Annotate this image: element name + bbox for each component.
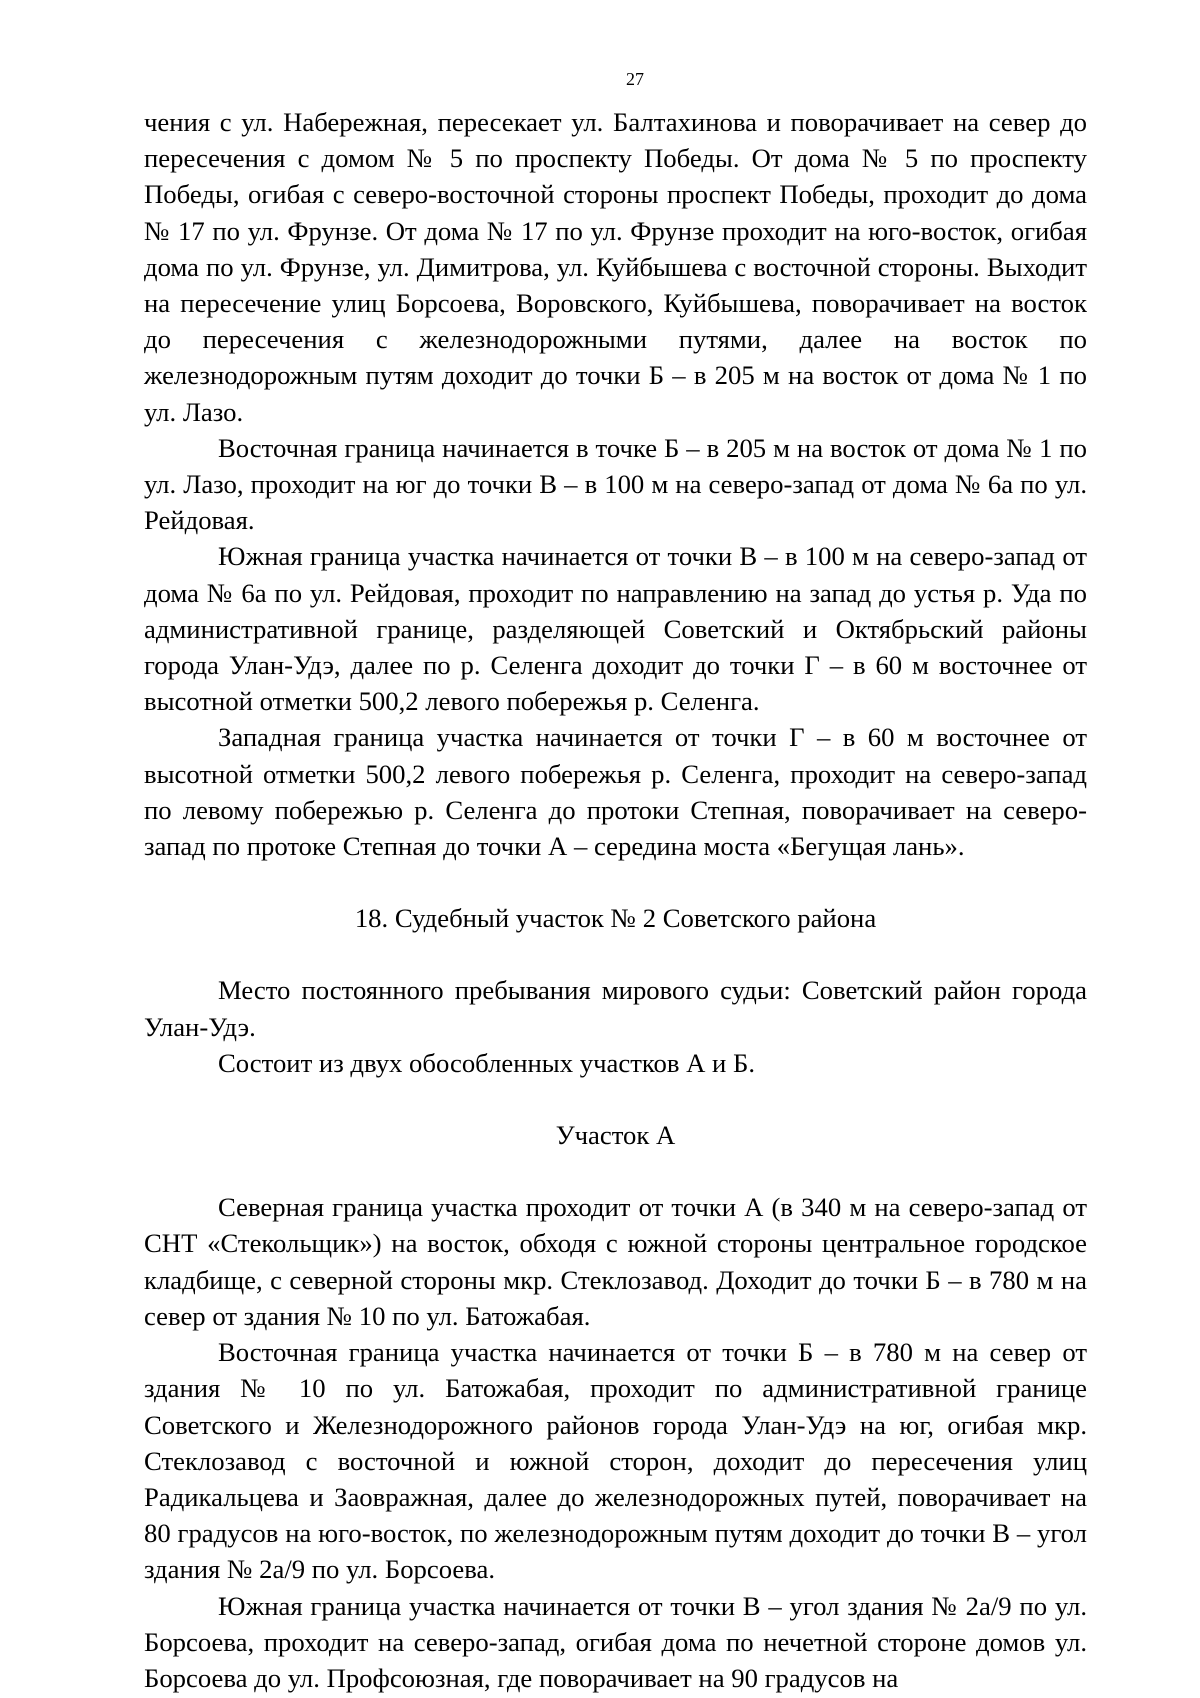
page-number: 27 <box>626 69 644 89</box>
paragraph-southern-boundary: Южная граница участка начинается от точки В – в 100 м на северо-запад от дома № 6а по ул. Рейдовая, проходит по направлению на запад до устья р. Уда по административной границе, разделяющей Советский и Октябрьский районы города Улан-Удэ, далее по р. Селенга доходит до точки Г – в 60 м восточнее от высотной отметки 500,2 левого побережья р. Селенга. <box>144 541 1087 717</box>
paragraph-composition: Состоит из двух обособленных участков А и Б. <box>218 1047 755 1078</box>
subsection-heading: Участок А <box>555 1120 676 1151</box>
paragraph-a-northern-boundary: Северная граница участка проходит от точки А (в 340 м на северо-запад от СНТ «Стекольщик») на восток, обходя с южной стороны центральное городское кладбище, с северной стороны мкр. Стеклозавод. Доходит до точки Б – в 780 м на север от здания № 10 по ул. Батожабая. <box>144 1192 1087 1331</box>
paragraph-judge-location: Место постоянного пребывания мирового судьи: Советский район города Улан-Удэ. <box>144 975 1087 1042</box>
paragraph-a-southern-boundary: Южная граница участка начинается от точки В – угол здания № 2а/9 по ул. Борсоева, проходит на северо-запад, огибая дома по нечетной стороне домов ул. Борсоева до ул. Профсоюзная, где поворачивает на 90 градусов на <box>144 1590 1087 1693</box>
paragraph-western-boundary: Западная граница участка начинается от точки Г – в 60 м восточнее от высотной отметки 500,2 левого побережья р. Селенга, проходит на северо-запад по левому побережью р. Селенга до протоки Степная, поворачивает на северо-запад по протоке Степная до точки А – середина моста «Бегущая лань». <box>144 722 1087 862</box>
section-heading: 18. Судебный участок № 2 Советского района <box>354 903 877 934</box>
paragraph-continuation: чения с ул. Набережная, пересекает ул. Балтахинова и поворачивает на север до пересечения с домом № 5 по проспекту Победы. От дома № 5 по проспекту Победы, огибая с северо-восточной стороны проспект Победы, проходит до дома № 17 по ул. Фрунзе. От дома № 17 по ул. Фрунзе проходит на юго-восток, огибая дома по ул. Фрунзе, ул. Димитрова, ул. Куйбышева с восточной стороны. Выходит на пересечение улиц Борсоева, Воровского, Куйбышева, поворачивает на восток до пересечения с железнодорожными путями, далее на восток по железнодорожным путям доходит до точки Б – в 205 м на восток от дома № 1 по ул. Лазо. <box>144 107 1087 427</box>
paragraph-a-eastern-boundary: Восточная граница участка начинается от точки Б – в 780 м на север от здания № 10 по ул. Батожабая, проходит по административной границе Советского и Железнодорожного районов города Улан-Удэ на юг, огибая мкр. Стеклозавод с восточной и южной сторон, доходит до пересечения улиц Радикальцева и Заовражная, далее до железнодорожных путей, поворачивает на 80 градусов на юго-восток, по железнодорожным путям доходит до точки В – угол здания № 2а/9 по ул. Борсоева. <box>144 1337 1087 1585</box>
paragraph-eastern-boundary: Восточная граница начинается в точке Б – в 205 м на восток от дома № 1 по ул. Лазо, проходит на юг до точки В – в 100 м на северо-запад от дома № 6а по ул. Рейдовая. <box>144 432 1087 536</box>
